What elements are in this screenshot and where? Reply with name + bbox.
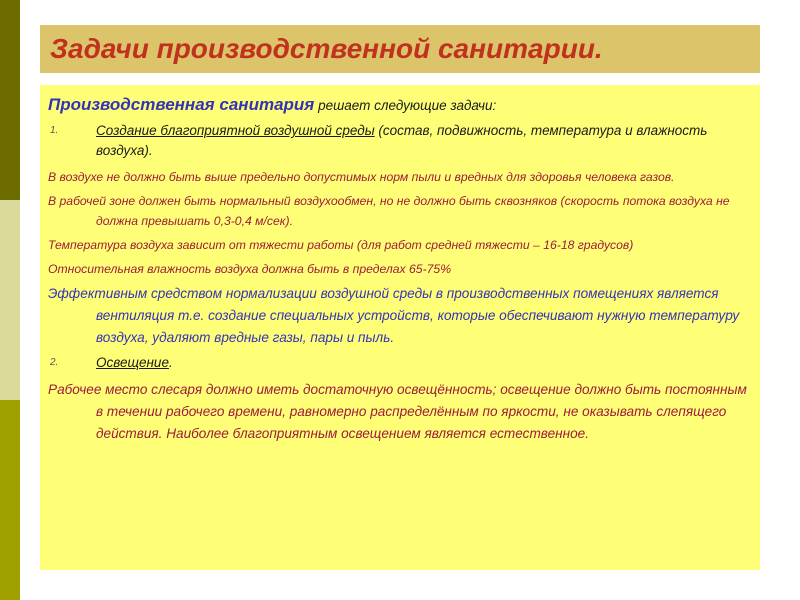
intro-line: [48, 95, 750, 115]
lighting-paragraph: Рабочее место слесаря должно иметь достаточную освещённость; освещение должно быть постоянным в течении рабочего времени, равномерно распределённым по яркости, не оказывать слепящего действия. Наиболее благоприятным освещением является естественное.: [48, 382, 747, 441]
item-rest-lighting: .: [168, 355, 173, 370]
title-band: [40, 25, 760, 73]
intro-lead: Производственная санитария: [48, 95, 315, 114]
left-bar-dark: [0, 0, 20, 200]
ventilation-paragraph: Эффективным средством нормализации воздушной среды в производственных помещениях является вентиляция т.е. создание специальных устройств, которые обеспечивают нужную температуру воздуха, удаляют вредные газы, пары и пыль.: [48, 286, 740, 345]
item-number: 1.: [50, 125, 59, 136]
air-exchange-paragraph: В рабочей зоне должен быть нормальный воздухообмен, но не должно быть сквозняков (скорость потока воздуха не должна превышать 0,3-0,4 м/сек).: [48, 194, 730, 228]
item-heading-air: Создание благоприятной воздушной среды: [96, 123, 375, 138]
air-norms-paragraph: В воздухе не должно быть выше предельно допустимых норм пыли и вредных для здоровья человека газов.: [48, 170, 675, 184]
left-bar-light: [0, 200, 20, 400]
temperature-paragraph: Температура воздуха зависит от тяжести работы (для работ средней тяжести – 16-18 градусов): [48, 238, 634, 252]
content-box: [40, 85, 760, 570]
item-number: 2.: [50, 357, 59, 368]
list-item-lighting: [48, 353, 750, 373]
item-heading-lighting: Освещение: [96, 355, 169, 370]
humidity-paragraph: Относительная влажность воздуха должна быть в пределах 65-75%: [48, 262, 452, 276]
left-bar-olive: [0, 400, 20, 600]
item-rest-air: (состав, подвижность, температура и влажность воздуха).: [96, 123, 708, 158]
page-title: Задачи производственной санитарии.: [50, 33, 603, 64]
list-item-air: [48, 121, 750, 161]
intro-rest: решает следующие задачи:: [314, 98, 497, 113]
